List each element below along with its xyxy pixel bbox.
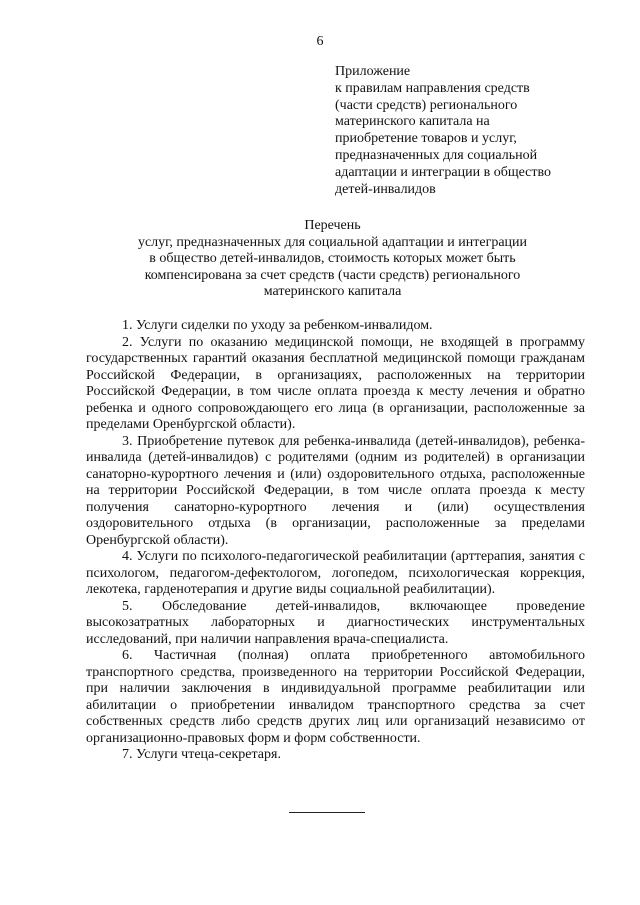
appendix-line: к правилам направления средств (335, 80, 530, 96)
list-item: 6. Частичная (полная) оплата приобретенного автомобильного транспортного средства, произведенного на территории Российской Федерации, при наличии заключения в индивидуальной программе реабилитации или абилитации о приобретении инвалидом транспортного средства за счет собственных средств либо средств других лиц или организаций независимо от организационно-правовых форм и форм собственности. (86, 648, 585, 746)
list-subtitle-line: компенсирована за счет средств (части средств) регионального (144, 267, 521, 283)
list-item: 3. Приобретение путевок для ребенка-инвалида (детей-инвалидов), ребенка-инвалида (детей-инвалидов) с родителями (одним из родителей) в организации санаторно-курортного лечения и (или) оздоровительного отдыха, расположенные на территории Российской Федерации, в том числе оплата проезда к месту получения санаторно-курортного лечения и (или) осуществления оздоровительного отдыха (в организации, расположенные за пределами Оренбургской области). (86, 433, 585, 548)
list-heading (80, 218, 585, 301)
appendix-line: предназначенных для социальной (335, 147, 538, 163)
list-subtitle-line: в общество детей-инвалидов, стоимость которых может быть (149, 251, 516, 267)
list-item: 1. Услуги сиделки по уходу за ребенком-инвалидом. (122, 318, 433, 333)
appendix-line: материнского капитала на (335, 114, 490, 130)
list-item: 4. Услуги по психолого-педагогической реабилитации (арттерапия, занятия с психологом, педагогом-дефектологом, логопедом, психологическая коррекция, лекотека, гарденотерапия и другие виды социальной реабилитации). (86, 549, 585, 597)
page-number: 6 (316, 34, 324, 49)
list-item: 2. Услуги по оказанию медицинской помощи, не входящей в программу государственных гарантий оказания бесплатной медицинской помощи гражданам Российской Федерации, в организациях, расположенных на территории Российской Федерации, в том числе оплата проезда к месту лечения и обратно ребенка и одного сопровождающего его лица (в организации, расположенные за пределами Оренбургской области). (86, 334, 585, 432)
appendix-header (335, 64, 585, 198)
end-separator-line (289, 812, 365, 813)
list-item: 5. Обследование детей-инвалидов, включающее проведение высокозатратных лабораторных и диагностических инструментальных исследований, при наличии направления врача-специалиста. (86, 598, 585, 647)
appendix-line: (части средств) регионального (335, 97, 518, 113)
list-subtitle-line: материнского капитала (263, 284, 402, 300)
appendix-line: детей-инвалидов (335, 181, 436, 197)
list-item: 7. Услуги чтеца-секретаря. (122, 747, 281, 762)
list-subtitle-line: услуг, предназначенных для социальной адаптации и интеграции (137, 234, 528, 250)
appendix-line: адаптации и интеграции в общество (335, 164, 552, 180)
appendix-line: Приложение (335, 64, 411, 79)
list-title: Перечень (304, 218, 361, 233)
appendix-line: приобретение товаров и услуг, (335, 131, 517, 147)
services-list (86, 318, 585, 764)
